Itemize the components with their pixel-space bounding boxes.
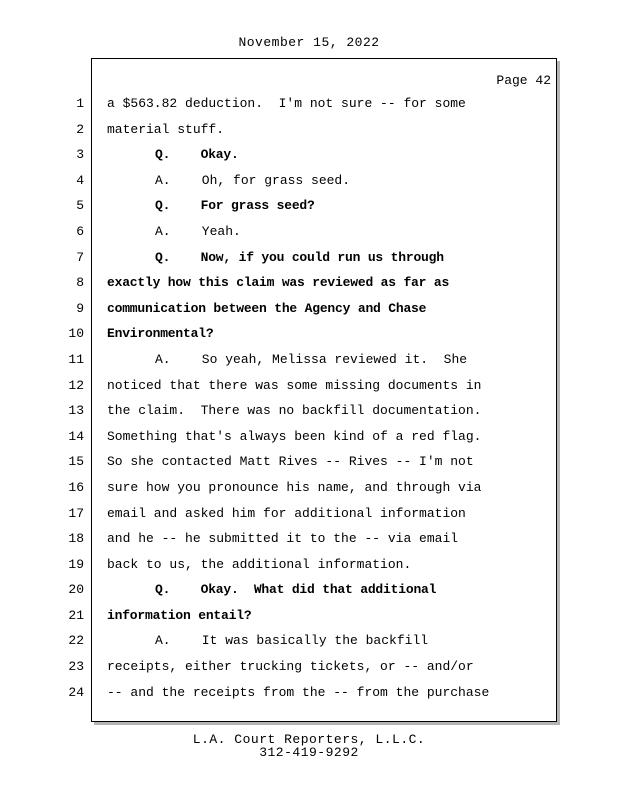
line-text: receipts, either trucking tickets, or -- and/or <box>107 659 474 675</box>
line-number: 6 <box>76 223 84 239</box>
line-text: material stuff. <box>107 121 225 137</box>
transcript-line <box>0 501 618 527</box>
line-text: Environmental? <box>107 326 214 342</box>
line-text: Q. For grass seed? <box>155 198 315 214</box>
transcript-line <box>0 91 618 117</box>
transcript-line <box>0 680 618 706</box>
line-number: 18 <box>68 531 84 547</box>
line-number: 21 <box>68 607 84 623</box>
transcript-lines <box>0 91 618 705</box>
line-text: Q. Now, if you could run us through <box>155 249 444 265</box>
line-number: 3 <box>76 147 84 163</box>
transcript-line <box>0 373 618 399</box>
line-text: sure how you pronounce his name, and through via <box>107 479 482 495</box>
line-text: and he -- he submitted it to the -- via email <box>107 531 459 547</box>
line-text: information entail? <box>107 607 252 623</box>
line-text: Q. Okay. <box>155 147 239 163</box>
transcript-line <box>0 424 618 450</box>
transcript-line <box>0 603 618 629</box>
line-number: 7 <box>76 249 84 265</box>
transcript-line <box>0 142 618 168</box>
line-text: a $563.82 deduction. I'm not sure -- for some <box>107 96 466 111</box>
transcript-line <box>0 526 618 552</box>
line-number: 17 <box>68 505 84 521</box>
transcript-line <box>0 475 618 501</box>
transcript-date: November 15, 2022 <box>238 35 380 50</box>
line-text: communication between the Agency and Chase <box>107 300 427 316</box>
transcript-line <box>0 398 618 424</box>
transcript-line <box>0 577 618 603</box>
line-text: the claim. There was no backfill documentation. <box>107 403 482 419</box>
line-text: A. Oh, for grass seed. <box>155 172 351 188</box>
line-number: 23 <box>68 659 84 675</box>
line-number: 9 <box>76 300 84 316</box>
line-number: 22 <box>68 633 84 649</box>
transcript-line <box>0 245 618 271</box>
line-number: 1 <box>76 96 84 111</box>
line-text: A. So yeah, Melissa reviewed it. She <box>155 351 468 367</box>
line-number: 24 <box>68 684 84 700</box>
transcript-line <box>0 296 618 322</box>
line-number: 11 <box>68 351 84 367</box>
footer <box>0 733 618 759</box>
transcript-line <box>0 117 618 143</box>
transcript-line <box>0 628 618 654</box>
line-number: 5 <box>76 198 84 214</box>
line-text: email and asked him for additional information <box>107 505 466 521</box>
line-number: 19 <box>68 556 84 572</box>
transcript-line <box>0 347 618 373</box>
transcript-line <box>0 219 618 245</box>
line-number: 14 <box>68 428 84 444</box>
line-text: back to us, the additional information. <box>107 556 412 572</box>
reporter-company: L.A. Court Reporters, L.L.C. <box>192 732 426 747</box>
line-text: noticed that there was some missing documents in <box>107 377 482 393</box>
line-number: 13 <box>68 403 84 419</box>
line-text: A. It was basically the backfill <box>155 633 429 649</box>
line-text: exactly how this claim was reviewed as far as <box>107 275 450 291</box>
line-number: 10 <box>68 326 84 342</box>
transcript-line <box>0 270 618 296</box>
transcript-line <box>0 321 618 347</box>
transcript-line <box>0 654 618 680</box>
line-number: 20 <box>68 582 84 598</box>
line-text: A. Yeah. <box>155 223 241 239</box>
line-number: 2 <box>76 121 84 137</box>
transcript-line <box>0 168 618 194</box>
line-number: 4 <box>76 172 84 188</box>
transcript-line <box>0 193 618 219</box>
transcript-line <box>0 552 618 578</box>
line-text: So she contacted Matt Rives -- Rives -- I'm not <box>107 454 474 470</box>
line-number: 15 <box>68 454 84 470</box>
page-number-label: Page 42 <box>496 73 551 88</box>
line-text: Something that's always been kind of a red flag. <box>107 428 482 444</box>
line-number: 12 <box>68 377 84 393</box>
line-number: 8 <box>76 275 84 291</box>
transcript-line <box>0 449 618 475</box>
line-text: Q. Okay. What did that additional <box>155 582 437 598</box>
line-number: 16 <box>68 479 84 495</box>
line-text: -- and the receipts from the -- from the purchase <box>107 684 490 700</box>
reporter-phone: 312-419-9292 <box>259 745 359 760</box>
